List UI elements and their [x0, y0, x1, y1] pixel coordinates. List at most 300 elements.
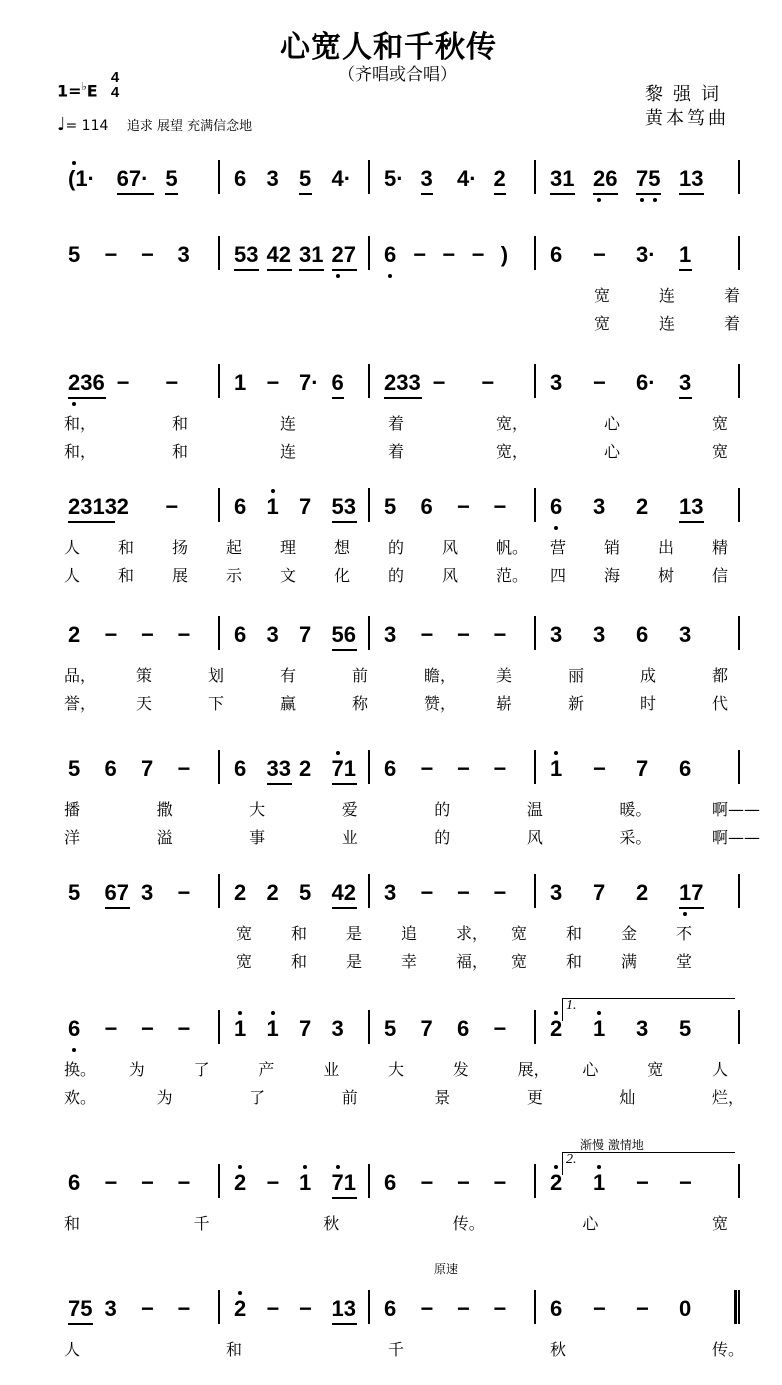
- note-token: −: [493, 622, 507, 647]
- note-token: 27: [331, 242, 356, 267]
- lyric-syllable: 树: [658, 566, 675, 585]
- note-token: 31: [299, 242, 324, 267]
- lyric-syllable: 为: [128, 1060, 145, 1079]
- lyric-syllable: 和: [291, 924, 308, 943]
- note-token: 2313: [68, 494, 117, 519]
- beam-underline: [267, 269, 292, 271]
- note-token: 6: [331, 370, 344, 395]
- note-token: 6: [457, 1016, 470, 1041]
- key-letter: E: [86, 81, 98, 101]
- note-token: −: [493, 1170, 507, 1195]
- lyric-syllable: 是: [346, 952, 363, 971]
- note-token: −: [442, 242, 456, 267]
- lyric-syllable: 理: [280, 538, 297, 557]
- lyric-syllable: 扬: [172, 538, 189, 557]
- barline: [218, 236, 220, 270]
- note-token: −: [420, 756, 434, 781]
- note-token: 3: [331, 1016, 344, 1041]
- note-token: 42: [266, 242, 291, 267]
- lyric-syllable: 大: [249, 800, 266, 819]
- barline: [218, 488, 220, 522]
- lyric-syllable: 的: [388, 566, 405, 585]
- time-signature: [108, 70, 122, 100]
- lyric-syllable: 和: [291, 952, 308, 971]
- note-token: −: [420, 880, 434, 905]
- note-token: 17: [679, 880, 704, 905]
- lyric-syllable: 业: [341, 828, 358, 847]
- second-ending-number: 2.: [566, 1152, 577, 1167]
- note-token: −: [266, 370, 280, 395]
- note-token: 7·: [299, 370, 319, 395]
- beam-underline: [421, 193, 434, 195]
- barline: [534, 236, 536, 270]
- high-octave-dot: [554, 751, 558, 755]
- note-token: −: [141, 1016, 154, 1041]
- note-token: 6: [550, 1296, 563, 1321]
- lyric-syllable: 瞻，: [424, 666, 457, 685]
- high-octave-dot: [336, 751, 340, 755]
- note-token: 6: [679, 756, 692, 781]
- lyric-syllable: 和: [566, 924, 583, 943]
- beam-underline: [679, 907, 704, 909]
- lyric-syllable: 人: [64, 566, 81, 585]
- note-token: 3: [593, 622, 606, 647]
- barline: [738, 1164, 740, 1198]
- note-token: 3: [384, 622, 397, 647]
- lyric-syllable: 连: [659, 286, 676, 305]
- note-token: 236: [68, 370, 105, 395]
- note-token: 5: [165, 166, 178, 191]
- note-token: 13: [679, 166, 704, 191]
- lyric-syllable: 灿: [619, 1088, 636, 1107]
- barline: [738, 160, 740, 194]
- lyric-syllable: 温: [526, 800, 543, 819]
- note-token: 6: [104, 756, 117, 781]
- note-token: −: [457, 622, 470, 647]
- note-token: −: [420, 1170, 434, 1195]
- barline: [218, 1010, 220, 1044]
- lyric-syllable: 精: [712, 538, 729, 557]
- lyric-syllable: 了: [193, 1060, 210, 1079]
- beam-underline: [593, 193, 618, 195]
- note-token: 1: [679, 242, 692, 267]
- lyric-syllable: 福，: [456, 952, 489, 971]
- lyric-syllable: 赞，: [424, 694, 457, 713]
- lyric-syllable: 暖。: [619, 800, 652, 819]
- note-token: −: [266, 1296, 280, 1321]
- lyric-syllable: 宽: [647, 1060, 664, 1079]
- lyric-syllable: 追: [401, 924, 418, 943]
- note-token: −: [165, 370, 179, 395]
- note-token: 6: [384, 1170, 397, 1195]
- lyric-syllable: 有: [280, 666, 297, 685]
- barline: [218, 1164, 220, 1198]
- note-token: 2: [116, 494, 129, 519]
- lyric-syllable: 和，: [64, 414, 97, 433]
- note-token: 71: [331, 1170, 356, 1195]
- note-token: (1·: [68, 166, 95, 191]
- note-token: 75: [636, 166, 661, 191]
- barline: [534, 1010, 536, 1044]
- low-octave-dot: [72, 402, 76, 406]
- lyric-syllable: 美: [496, 666, 513, 685]
- lyric-syllable: 景: [434, 1088, 451, 1107]
- lyric-syllable: 连: [280, 414, 297, 433]
- beam-underline: [332, 1197, 357, 1199]
- note-token: 5: [68, 880, 81, 905]
- note-token: 5: [68, 756, 81, 781]
- lyric-syllable: 赢: [280, 694, 297, 713]
- note-token: 53: [331, 494, 356, 519]
- lyric-syllable: 信: [712, 566, 729, 585]
- note-token: 3: [636, 1016, 649, 1041]
- note-token: 2: [234, 1296, 247, 1321]
- lyric-syllable: 出: [658, 538, 675, 557]
- note-token: −: [481, 370, 495, 395]
- note-token: 3: [550, 370, 563, 395]
- high-octave-dot: [271, 489, 275, 493]
- lyric-syllable: 时: [640, 694, 657, 713]
- beam-underline: [636, 193, 661, 195]
- note-token: 6: [234, 756, 247, 781]
- barline: [368, 1164, 370, 1198]
- note-token: 2: [299, 756, 312, 781]
- note-token: 2: [636, 494, 649, 519]
- key-prefix: 1=: [57, 81, 82, 101]
- lyric-syllable: 了: [249, 1088, 266, 1107]
- ritardando-text: 渐慢 激情地: [580, 1138, 644, 1152]
- note-token: −: [432, 370, 446, 395]
- high-octave-dot: [554, 1165, 558, 1169]
- note-token: 2: [266, 880, 279, 905]
- high-octave-dot: [238, 1011, 242, 1015]
- barline: [534, 1290, 536, 1324]
- beam-underline: [117, 193, 155, 195]
- note-token: 6: [68, 1016, 81, 1041]
- lyric-syllable: 风: [442, 566, 459, 585]
- barline: [218, 160, 220, 194]
- lyric-syllable: 前: [341, 1088, 358, 1107]
- note-token: −: [493, 756, 507, 781]
- barline: [738, 364, 740, 398]
- note-token: 3: [266, 166, 279, 191]
- lyric-syllable: 宽，: [496, 442, 529, 461]
- lyric-syllable: 着: [724, 286, 741, 305]
- note-token: 1: [234, 1016, 247, 1041]
- lyric-syllable: 风: [526, 828, 543, 847]
- barline: [218, 1290, 220, 1324]
- lyric-syllable: 下: [208, 694, 225, 713]
- barline: [218, 364, 220, 398]
- quarter-note-icon: ♩: [57, 114, 66, 135]
- beam-underline: [332, 783, 357, 785]
- low-octave-dot: [388, 274, 392, 278]
- key-flat: ♭: [81, 80, 87, 93]
- note-token: 7: [299, 622, 312, 647]
- lyric-syllable: 千: [388, 1340, 405, 1359]
- low-octave-dot: [597, 198, 601, 202]
- lyric-syllable: 不: [676, 924, 693, 943]
- note-token: −: [471, 242, 485, 267]
- high-octave-dot: [271, 1011, 275, 1015]
- note-token: 1: [299, 1170, 312, 1195]
- beam-underline: [332, 269, 357, 271]
- lyric-syllable: 人: [712, 1060, 729, 1079]
- beam-underline: [234, 269, 259, 271]
- lyric-syllable: 前: [352, 666, 369, 685]
- lyric-syllable: 的: [388, 538, 405, 557]
- note-token: 6: [550, 242, 563, 267]
- beam-underline: [299, 193, 312, 195]
- low-octave-dot: [640, 198, 644, 202]
- lyric-syllable: 品，: [64, 666, 97, 685]
- note-token: −: [413, 242, 427, 267]
- note-token: −: [104, 622, 118, 647]
- note-token: 5: [384, 1016, 397, 1041]
- lyric-syllable: 划: [208, 666, 225, 685]
- note-token: 1: [266, 494, 279, 519]
- lyric-syllable: 啊——: [712, 828, 761, 847]
- lyric-syllable: 崭: [496, 694, 513, 713]
- beam-underline: [550, 193, 575, 195]
- tempo-text: 追求 展望 充满信念地: [126, 119, 253, 134]
- note-token: 1: [593, 1016, 606, 1041]
- note-token: 2: [234, 1170, 247, 1195]
- lyric-syllable: 范。: [496, 566, 529, 585]
- note-token: 5: [68, 242, 81, 267]
- note-token: −: [141, 622, 154, 647]
- note-token: −: [493, 1016, 507, 1041]
- beam-underline: [384, 397, 422, 399]
- barline: [738, 1290, 740, 1324]
- lyric-syllable: 业: [323, 1060, 340, 1079]
- note-token: 13: [331, 1296, 356, 1321]
- barline: [738, 1010, 740, 1044]
- note-token: −: [420, 622, 434, 647]
- lyricist-credit: 黎强词: [645, 84, 729, 105]
- beam-underline: [267, 783, 292, 785]
- barline: [738, 488, 740, 522]
- note-token: 2: [550, 1170, 563, 1195]
- note-token: 0: [679, 1296, 692, 1321]
- note-token: 3: [104, 1296, 117, 1321]
- note-token: −: [104, 242, 118, 267]
- low-octave-dot: [336, 274, 340, 278]
- low-octave-dot: [653, 198, 657, 202]
- barline: [534, 874, 536, 908]
- first-ending-number: 1.: [566, 998, 577, 1013]
- lyric-syllable: 宽: [594, 286, 611, 305]
- lyric-syllable: 四: [550, 566, 567, 585]
- lyric-syllable: 销: [604, 538, 621, 557]
- lyric-syllable: 满: [621, 952, 638, 971]
- barline: [368, 874, 370, 908]
- note-token: 5: [299, 880, 312, 905]
- note-token: −: [177, 756, 191, 781]
- lyric-syllable: 宽: [594, 314, 611, 333]
- song-title: 心宽人和千秋传: [280, 30, 497, 65]
- lyric-syllable: 称: [352, 694, 369, 713]
- note-token: 7: [420, 1016, 433, 1041]
- note-token: −: [141, 242, 154, 267]
- note-token: 6: [234, 622, 247, 647]
- beam-underline: [332, 1323, 357, 1325]
- note-token: 5: [679, 1016, 692, 1041]
- tempo-marking: [57, 114, 252, 135]
- barline: [534, 364, 536, 398]
- a-tempo-text: 原速: [434, 1262, 459, 1276]
- beam-underline: [332, 521, 357, 523]
- composer-credit: 黄本笃曲: [645, 108, 729, 129]
- beam-underline: [68, 1323, 93, 1325]
- lyric-syllable: 撒: [156, 800, 173, 819]
- barline: [218, 874, 220, 908]
- lyric-syllable: 着: [388, 414, 405, 433]
- lyric-syllable: 宽: [712, 1214, 729, 1233]
- high-octave-dot: [238, 1165, 242, 1169]
- lyric-syllable: 烂，: [712, 1088, 745, 1107]
- note-token: 3: [679, 622, 692, 647]
- note-token: 3: [550, 622, 563, 647]
- lyric-syllable: 展，: [517, 1060, 550, 1079]
- note-token: 5: [384, 494, 397, 519]
- lyric-syllable: 发: [452, 1060, 469, 1079]
- lyric-syllable: 和: [118, 538, 135, 557]
- lyric-syllable: 示: [226, 566, 243, 585]
- song-subtitle: （齐唱或合唱）: [338, 65, 457, 85]
- beam-underline: [68, 397, 106, 399]
- first-ending-bracket: [562, 998, 735, 1021]
- note-token: −: [493, 880, 507, 905]
- note-token: 2: [636, 880, 649, 905]
- note-token: 3: [593, 494, 606, 519]
- note-token: 75: [68, 1296, 93, 1321]
- barline: [218, 750, 220, 784]
- note-token: 1: [593, 1170, 606, 1195]
- note-token: 2: [68, 622, 81, 647]
- note-token: 33: [266, 756, 291, 781]
- note-token: 31: [550, 166, 575, 191]
- note-token: 6: [384, 756, 397, 781]
- lyric-syllable: 金: [621, 924, 638, 943]
- lyric-syllable: 啊——: [712, 800, 761, 819]
- beam-underline: [332, 649, 357, 651]
- note-token: −: [457, 1170, 470, 1195]
- lyric-syllable: 采。: [619, 828, 652, 847]
- beam-underline: [332, 907, 357, 909]
- lyric-syllable: 海: [604, 566, 621, 585]
- note-token: −: [593, 756, 606, 781]
- beam-underline: [679, 521, 704, 523]
- lyric-syllable: 和: [226, 1340, 243, 1359]
- note-token: 67·: [116, 166, 149, 191]
- lyric-syllable: 溢: [156, 828, 173, 847]
- lyric-syllable: 播: [64, 800, 81, 819]
- barline: [368, 364, 370, 398]
- note-token: 53: [234, 242, 259, 267]
- note-token: 5·: [384, 166, 404, 191]
- note-token: 6: [234, 166, 247, 191]
- barline: [368, 616, 370, 650]
- barline: [534, 1164, 536, 1198]
- lyric-syllable: 和: [566, 952, 583, 971]
- note-token: −: [593, 1296, 606, 1321]
- lyric-syllable: 的: [434, 828, 451, 847]
- barline: [738, 236, 740, 270]
- lyric-syllable: 心: [582, 1214, 599, 1233]
- low-octave-dot: [72, 1048, 76, 1052]
- lyric-syllable: 秋: [550, 1340, 567, 1359]
- lyric-syllable: 誉，: [64, 694, 97, 713]
- beam-underline: [679, 193, 704, 195]
- lyric-syllable: 爱: [341, 800, 358, 819]
- beam-underline: [299, 269, 324, 271]
- lyric-syllable: 宽: [236, 924, 253, 943]
- lyric-syllable: 和: [172, 442, 189, 461]
- beam-underline: [679, 269, 692, 271]
- note-token: −: [636, 1170, 649, 1195]
- note-token: −: [493, 494, 507, 519]
- note-token: 3·: [636, 242, 656, 267]
- note-token: −: [636, 1296, 649, 1321]
- note-token: 13: [679, 494, 704, 519]
- note-token: 3: [679, 370, 692, 395]
- note-token: 2: [550, 1016, 563, 1041]
- lyric-syllable: 着: [724, 314, 741, 333]
- note-token: −: [104, 1170, 118, 1195]
- note-token: −: [457, 756, 470, 781]
- lyric-syllable: 策: [136, 666, 153, 685]
- lyric-syllable: 宽: [712, 414, 729, 433]
- note-token: −: [299, 1296, 312, 1321]
- barline: [368, 1010, 370, 1044]
- note-token: −: [116, 370, 130, 395]
- beam-underline: [679, 397, 692, 399]
- note-token: 26: [593, 166, 618, 191]
- note-token: −: [141, 1170, 154, 1195]
- note-token: 6: [234, 494, 247, 519]
- note-token: 6: [384, 242, 397, 267]
- note-token: 6: [420, 494, 433, 519]
- lyric-syllable: 是: [346, 924, 363, 943]
- barline: [738, 874, 740, 908]
- note-token: 6: [68, 1170, 81, 1195]
- lyric-syllable: 新: [568, 694, 585, 713]
- lyric-syllable: 连: [280, 442, 297, 461]
- lyric-syllable: 千: [193, 1214, 210, 1233]
- note-token: −: [457, 1296, 470, 1321]
- high-octave-dot: [336, 1165, 340, 1169]
- low-octave-dot: [554, 526, 558, 530]
- lyric-syllable: 和，: [64, 442, 97, 461]
- note-token: 5: [299, 166, 312, 191]
- note-token: 7: [299, 494, 312, 519]
- note-token: 7: [299, 1016, 312, 1041]
- note-token: 4·: [331, 166, 352, 191]
- lyric-syllable: 丽: [568, 666, 585, 685]
- lyric-syllable: 洋: [64, 828, 81, 847]
- barline: [368, 1290, 370, 1324]
- note-token: −: [177, 880, 191, 905]
- note-token: 3: [141, 880, 154, 905]
- lyric-syllable: 起: [226, 538, 243, 557]
- note-token: 1: [234, 370, 247, 395]
- lyric-syllable: 和: [64, 1214, 81, 1233]
- high-octave-dot: [238, 1291, 242, 1295]
- beam-underline: [68, 521, 115, 523]
- note-token: 2: [234, 880, 247, 905]
- lyric-syllable: 成: [640, 666, 657, 685]
